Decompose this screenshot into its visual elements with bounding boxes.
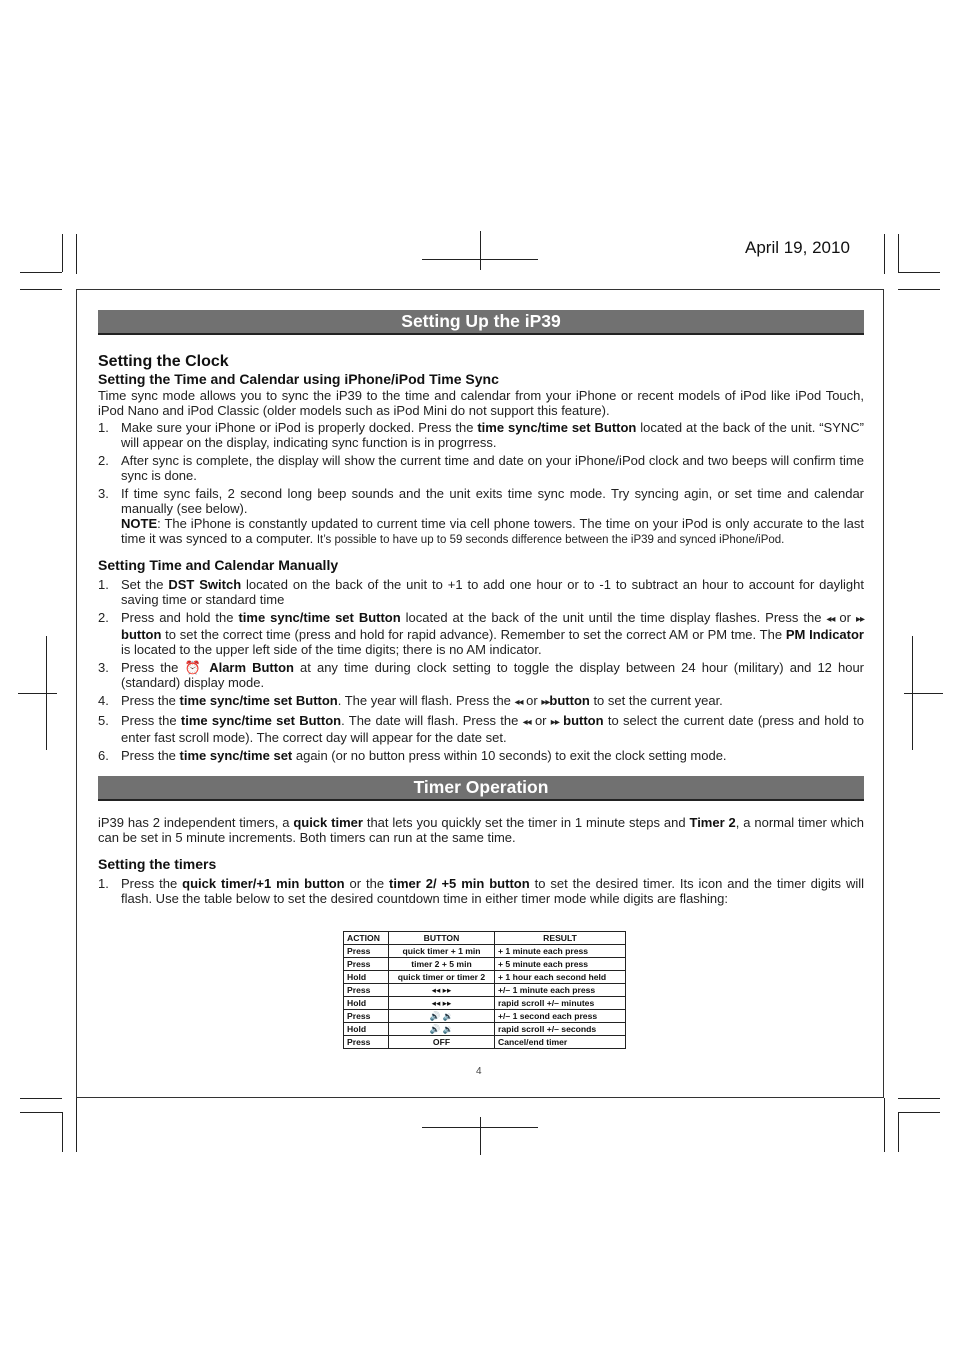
crop-mark [62,234,63,272]
table-row: Hold quick timer or timer 2 + 1 hour each second held [344,971,626,984]
list-item: 2. Press and hold the time sync/time set Button located at the back of the unit until the time display flashes. Press the ◂◂ or ▸▸ button to set the correct time (press and hold for rapid advance). Remember to set the correct AM or PM tme. The PM Indicator is located to the upper left side of the time digits; there is no AM indicator. [98,610,864,657]
table-row: Hold ◂◂ ▸▸ rapid scroll +/– minutes [344,997,626,1010]
registration-mark [904,693,943,694]
rewind-forward-icon: ◂◂ ▸▸ [389,984,495,997]
crop-mark [884,234,885,274]
fast-forward-icon: ▸▸ [550,717,559,728]
page-number: 4 [476,1066,482,1077]
section-title-setup: Setting Up the iP39 [98,310,864,335]
table-row: Press ◂◂ ▸▸ +/– 1 minute each press [344,984,626,997]
document-date: April 19, 2010 [745,238,850,257]
table-row: Press timer 2 + 5 min + 5 minute each press [344,958,626,971]
registration-mark [18,693,57,694]
fast-forward-icon: ▸▸ [541,697,550,708]
list-item: 6. Press the time sync/time set again (or no button press within 10 seconds) to exit the clock setting mode. [98,748,727,763]
crop-mark [898,1112,899,1152]
alarm-clock-icon: ⏰ [184,660,204,675]
heading-setting-timers: Setting the timers [98,856,217,872]
crop-mark [898,1098,940,1099]
crop-mark [20,1098,62,1099]
table-row: Press 🔊 🔉 +/– 1 second each press [344,1010,626,1023]
crop-mark [898,289,940,290]
column-header: RESULT [495,932,626,945]
registration-mark [480,1117,481,1155]
column-header: BUTTON [389,932,495,945]
rewind-icon: ◂◂ [514,697,523,708]
rewind-icon: ◂◂ [826,614,835,625]
crop-mark [898,234,899,272]
manual-steps [98,577,864,763]
sync-steps [98,420,864,548]
heading-setting-clock: Setting the Clock [98,353,229,370]
list-item: 1. Set the DST Switch located on the back of the unit to +1 to add one hour or to -1 to subtract an hour to account for daylight saving time or standard time [98,577,864,607]
fast-forward-icon: ▸▸ [855,614,864,625]
section-title-timer: Timer Operation [98,776,864,801]
table-row: Press OFF Cancel/end timer [344,1036,626,1049]
rewind-forward-icon: ◂◂ ▸▸ [389,997,495,1010]
list-item: 1. Press the quick timer/+1 min button or the timer 2/ +5 min button to set the desired timer. Its icon and the timer digits will flash. Use the table below to set the desired countdown time in either timer mode while digits are flashing: [98,876,864,906]
heading-manual: Setting Time and Calendar Manually [98,557,339,573]
page-content [98,310,864,909]
subheading-time-sync: Setting the Time and Calendar using iPhone/iPod Time Sync [98,371,499,387]
timer-steps [98,876,864,906]
crop-mark [898,1112,940,1113]
crop-mark [898,272,940,273]
crop-mark [76,1098,77,1152]
crop-mark [884,1098,885,1152]
rewind-icon: ◂◂ [522,717,531,728]
note: NOTE: The iPhone is constantly updated to current time via cell phone towers. The time on your iPod is only accurate to the last time it was synced to a computer. It’s possible to have up to 59 seconds difference between the iP39 and synced iPhone/iPod. [121,516,864,546]
table-row: Press quick timer + 1 min + 1 minute each press [344,945,626,958]
timer-table [343,931,626,1049]
list-item: 1. Make sure your iPhone or iPod is properly docked. Press the time sync/time set Button located at the back of the unit. “SYNC” will appear on the display, indicating sync function is in progrress. [98,420,864,450]
crop-mark [62,1112,63,1152]
table-row: Hold 🔊 🔉 rapid scroll +/– seconds [344,1023,626,1036]
crop-mark [20,272,62,273]
list-item: 2. After sync is complete, the display will show the current time and date on your iPhone/iPod clock and two beeps will confirm time sync is done. [98,453,864,483]
table-header-row [344,932,626,945]
crop-mark [20,289,62,290]
volume-icon: 🔊 🔉 [389,1010,495,1023]
crop-mark [76,234,77,274]
crop-mark [20,1112,62,1113]
registration-mark [480,231,481,270]
list-item: 3. If time sync fails, 2 second long beep sounds and the unit exits time sync mode. Try syncing agin, or set time and calendar manually (see below). NOTE: The iPhone is constantly updated to current time via cell phone towers. The time on your iPod is only accurate to the last time it was synced to a computer. It’s possible to have up to 59 seconds difference between the iP39 and synced iPhone/iPod. [98,486,864,546]
list-item: 3. Press the ⏰ Alarm Button at any time during clock setting to toggle the display between 24 hour (military) and 12 hour (standard) display mode. [98,660,864,690]
list-item: 4. Press the time sync/time set Button. The year will flash. Press the ◂◂ or ▸▸button to set the current year. [98,693,723,708]
column-header: ACTION [344,932,389,945]
list-item: 5. Press the time sync/time set Button. The date will flash. Press the ◂◂ or ▸▸ button to select the current date (press and hold to enter fast scroll mode). The correct day will appear for the date set. [98,713,864,745]
volume-icon: 🔊 🔉 [389,1023,495,1036]
intro-paragraph: Time sync mode allows you to sync the iP39 to the time and calendar from your iPhone or recent models of iPod like iPod Touch, iPod Nano and iPod Classic (older models such as iPod Mini do not support this feature). [98,388,864,418]
timer-intro: iP39 has 2 independent timers, a quick timer that lets you quickly set the timer in 1 minute steps and Timer 2, a normal timer which can be set in 5 minute increments. Both timers can run at the same time. [98,815,865,845]
